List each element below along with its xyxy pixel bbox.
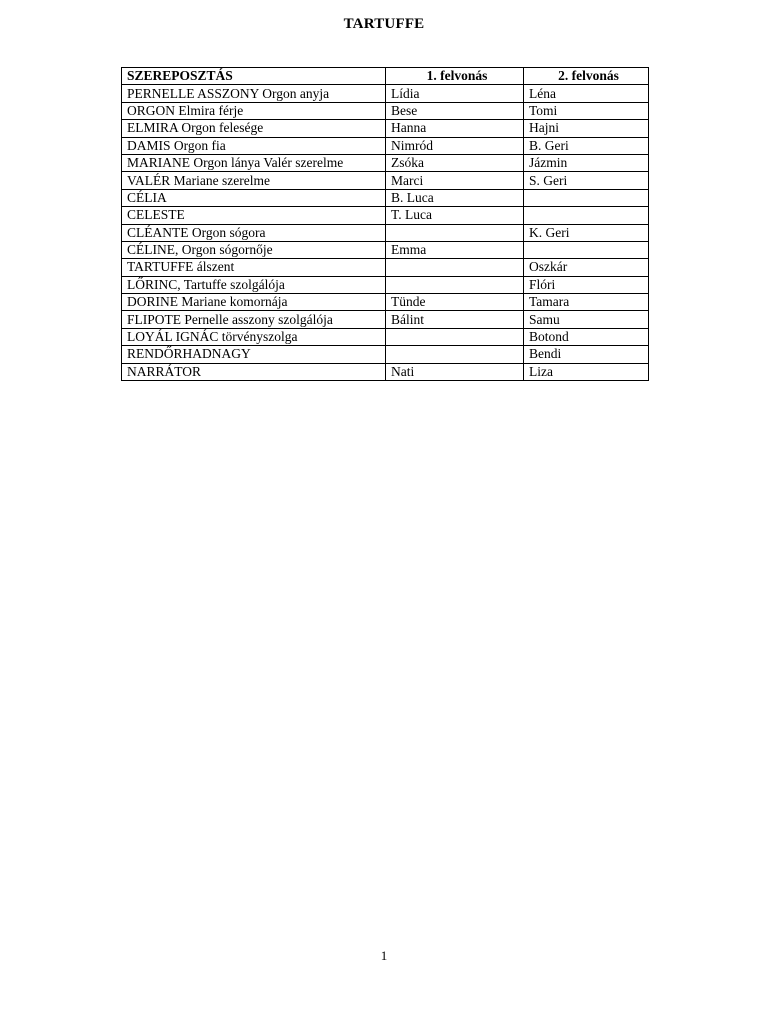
cast-table <box>121 67 649 381</box>
table-row <box>122 85 649 102</box>
act-2-cell: B. Geri <box>524 137 649 154</box>
act-2-cell: Bendi <box>524 346 649 363</box>
table-header-row <box>122 68 649 85</box>
act-1-cell: Lídia <box>386 85 524 102</box>
act-1-cell: T. Luca <box>386 207 524 224</box>
role-cell: NARRÁTOR <box>122 363 386 380</box>
role-cell: PERNELLE ASSZONY Orgon anyja <box>122 85 386 102</box>
role-cell: ELMIRA Orgon felesége <box>122 120 386 137</box>
act-2-cell <box>524 207 649 224</box>
act-1-cell: Bálint <box>386 311 524 328</box>
table-row <box>122 363 649 380</box>
role-cell: RENDŐRHADNAGY <box>122 346 386 363</box>
role-cell: TARTUFFE álszent <box>122 259 386 276</box>
role-cell: CÉLINE, Orgon sógornője <box>122 241 386 258</box>
act-2-cell: Tamara <box>524 294 649 311</box>
act-1-cell <box>386 259 524 276</box>
table-row <box>122 137 649 154</box>
role-cell: ORGON Elmira férje <box>122 102 386 119</box>
table-row <box>122 102 649 119</box>
header-act-2: 2. felvonás <box>524 68 649 85</box>
act-1-cell: Zsóka <box>386 154 524 171</box>
table-row <box>122 207 649 224</box>
act-1-cell: B. Luca <box>386 189 524 206</box>
act-2-cell: Oszkár <box>524 259 649 276</box>
act-1-cell <box>386 328 524 345</box>
act-2-cell: Tomi <box>524 102 649 119</box>
table-row <box>122 224 649 241</box>
role-cell: DAMIS Orgon fia <box>122 137 386 154</box>
act-2-cell: S. Geri <box>524 172 649 189</box>
table-row <box>122 241 649 258</box>
role-cell: CELESTE <box>122 207 386 224</box>
act-2-cell: Flóri <box>524 276 649 293</box>
act-1-cell: Hanna <box>386 120 524 137</box>
act-2-cell: Samu <box>524 311 649 328</box>
table-row <box>122 276 649 293</box>
role-cell: CLÉANTE Orgon sógora <box>122 224 386 241</box>
role-cell: DORINE Mariane komornája <box>122 294 386 311</box>
table-row <box>122 172 649 189</box>
role-cell: FLIPOTE Pernelle asszony szolgálója <box>122 311 386 328</box>
act-2-cell: K. Geri <box>524 224 649 241</box>
act-1-cell: Nati <box>386 363 524 380</box>
table-row <box>122 120 649 137</box>
act-1-cell: Emma <box>386 241 524 258</box>
act-2-cell: Jázmin <box>524 154 649 171</box>
table-row <box>122 346 649 363</box>
table-row <box>122 294 649 311</box>
table-row <box>122 259 649 276</box>
page-number: 1 <box>380 948 388 963</box>
act-1-cell: Marci <box>386 172 524 189</box>
act-2-cell <box>524 241 649 258</box>
role-cell: CÉLIA <box>122 189 386 206</box>
table-row <box>122 311 649 328</box>
role-cell: LŐRINC, Tartuffe szolgálója <box>122 276 386 293</box>
act-1-cell: Nimród <box>386 137 524 154</box>
table-row <box>122 328 649 345</box>
act-2-cell <box>524 189 649 206</box>
act-2-cell: Botond <box>524 328 649 345</box>
document-title: TARTUFFE <box>343 16 425 32</box>
act-1-cell <box>386 276 524 293</box>
table-row <box>122 154 649 171</box>
table-row <box>122 189 649 206</box>
role-cell: MARIANE Orgon lánya Valér szerelme <box>122 154 386 171</box>
act-1-cell <box>386 224 524 241</box>
act-1-cell: Bese <box>386 102 524 119</box>
role-cell: VALÉR Mariane szerelme <box>122 172 386 189</box>
act-1-cell <box>386 346 524 363</box>
role-cell: LOYÁL IGNÁC törvényszolga <box>122 328 386 345</box>
header-act-1: 1. felvonás <box>386 68 524 85</box>
act-2-cell: Liza <box>524 363 649 380</box>
header-role: SZEREPOSZTÁS <box>122 68 386 85</box>
act-2-cell: Hajni <box>524 120 649 137</box>
act-2-cell: Léna <box>524 85 649 102</box>
act-1-cell: Tünde <box>386 294 524 311</box>
